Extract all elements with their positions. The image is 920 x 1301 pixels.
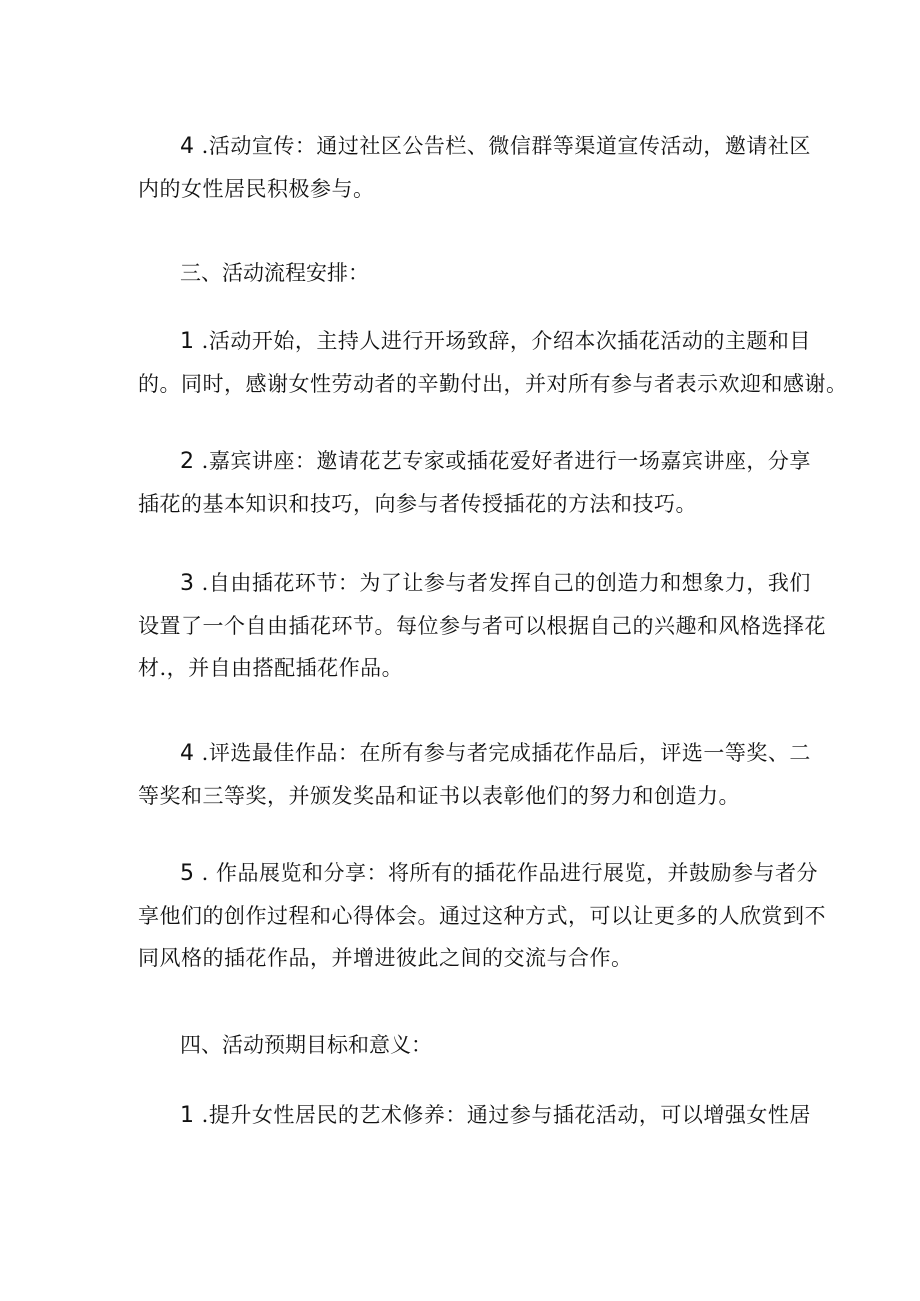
paragraph-step-5 <box>138 852 826 979</box>
item-number: 3 <box>180 571 195 596</box>
paragraph-line: 插花的基本知识和技巧，向参与者传授插花的方法和技巧。 <box>138 492 697 516</box>
paragraph-line <box>138 125 811 168</box>
paragraph-line <box>138 562 811 605</box>
paragraph-line <box>138 852 819 895</box>
line-text: .提升女性居民的艺术修养：通过参与插花活动，可以增强女性居 <box>194 1103 811 1127</box>
section-heading-4: 四、活动预期目标和意义： <box>180 1033 432 1057</box>
paragraph-step-1 <box>138 320 848 405</box>
item-number: 1 <box>180 1103 195 1128</box>
paragraph-line: 内的女性居民积极参与。 <box>138 177 375 201</box>
line-text: .活动开始，主持人进行开场致辞，介绍本次插花活动的主题和目 <box>194 329 811 353</box>
paragraph-line <box>138 732 811 775</box>
section-heading-3: 三、活动流程安排： <box>180 261 369 285</box>
item-number: 5 <box>180 861 195 886</box>
line-text: .自由插花环节：为了让参与者发挥自己的创造力和想象力，我们 <box>194 571 811 595</box>
paragraph-line: 同风格的插花作品，并增进彼此之间的交流与合作。 <box>138 946 633 970</box>
paragraph-step-3 <box>138 562 826 689</box>
line-text: . 作品展览和分享：将所有的插花作品进行展览，并鼓励参与者分 <box>194 861 819 885</box>
paragraph-line: 等奖和三等奖，并颁发奖品和证书以表彰他们的努力和创造力。 <box>138 784 740 808</box>
line-text: .评选最佳作品：在所有参与者完成插花作品后，评选一等奖、二 <box>194 741 811 765</box>
paragraph-step-2 <box>138 440 811 525</box>
paragraph-promotion <box>138 125 811 210</box>
paragraph-line <box>138 440 811 483</box>
paragraph-step-4 <box>138 732 811 817</box>
item-number: 4 <box>180 134 195 159</box>
item-number: 2 <box>180 449 195 474</box>
paragraph-line <box>138 1094 811 1137</box>
paragraph-goal-1 <box>138 1094 811 1137</box>
paragraph-line: 的。同时，感谢女性劳动者的辛勤付出，并对所有参与者表示欢迎和感谢。 <box>138 372 848 396</box>
paragraph-line: 材.，并自由搭配插花作品。 <box>138 656 404 680</box>
paragraph-line: 设置了一个自由插花环节。每位参与者可以根据自己的兴趣和风格选择花 <box>138 614 826 638</box>
line-text: .嘉宾讲座：邀请花艺专家或插花爱好者进行一场嘉宾讲座，分享 <box>194 449 811 473</box>
paragraph-line <box>138 320 811 363</box>
item-number: 4 <box>180 741 195 766</box>
line-text: .活动宣传：通过社区公告栏、微信群等渠道宣传活动，邀请社区 <box>194 134 811 158</box>
paragraph-line: 享他们的创作过程和心得体会。通过这种方式，可以让更多的人欣赏到不 <box>138 904 826 928</box>
item-number: 1 <box>180 329 195 354</box>
